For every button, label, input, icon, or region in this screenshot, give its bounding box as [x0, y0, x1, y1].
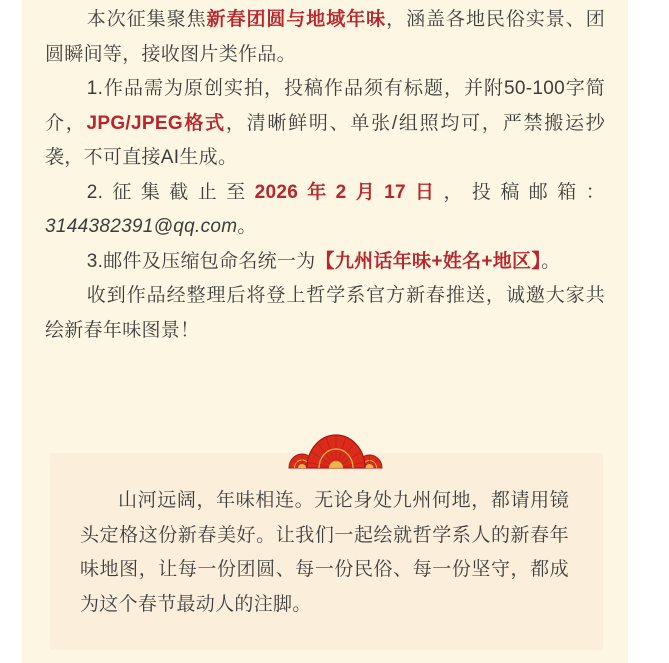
paragraph-rule-1 — [45, 72, 605, 176]
text-run: ，投稿邮箱： — [443, 181, 605, 203]
text-run: 。 — [237, 216, 257, 237]
highlight-theme: 新春团圆与地域年味 — [206, 9, 387, 30]
text-run: 1.作品需为原创实拍，投稿作品须有标题，并附50-100字简介， — [45, 78, 605, 134]
highlight-deadline: 2026年2月17日 — [254, 181, 444, 203]
submission-email: 3144382391@qq.com — [45, 216, 238, 237]
footer-callout-box — [50, 453, 603, 650]
text-run: ，涵盖各地民俗实景、团圆瞬间等，接收图片类作品。 — [45, 9, 605, 65]
text-run: 2.征集截止至 — [86, 181, 255, 203]
paragraph-rule-2 — [45, 176, 605, 245]
footer-text: 山河远阔，年味相连。无论身处九州何地，都请用镜头定格这份新春美好。让我们一起绘就哲学系人的新春年味地图，让每一份团圆、每一份民俗、每一份坚守，都成为这个春节最动人的注脚。 — [80, 490, 569, 615]
text-run: 3.邮件及压缩包命名统一为 — [86, 250, 316, 272]
paragraph-closing — [45, 279, 605, 348]
paragraph-intro — [45, 3, 605, 72]
highlight-format: JPG/JPEG格式 — [86, 112, 226, 134]
article-body — [22, 0, 628, 348]
highlight-naming: 【九州话年味+姓名+地区】 — [315, 250, 542, 272]
content-column — [22, 0, 628, 663]
text-run: 收到作品经整理后将登上哲学系官方新春推送，诚邀大家共绘新春年味图景！ — [45, 285, 605, 341]
text-run: 本次征集聚焦 — [86, 9, 207, 30]
folding-fan-icon — [288, 427, 384, 469]
paragraph-rule-3 — [45, 245, 605, 280]
text-run: 。 — [541, 250, 561, 272]
text-run: ，清晰鲜明、单张/组照均可，严禁搬运抄袭，不可直接AI生成。 — [45, 112, 605, 168]
